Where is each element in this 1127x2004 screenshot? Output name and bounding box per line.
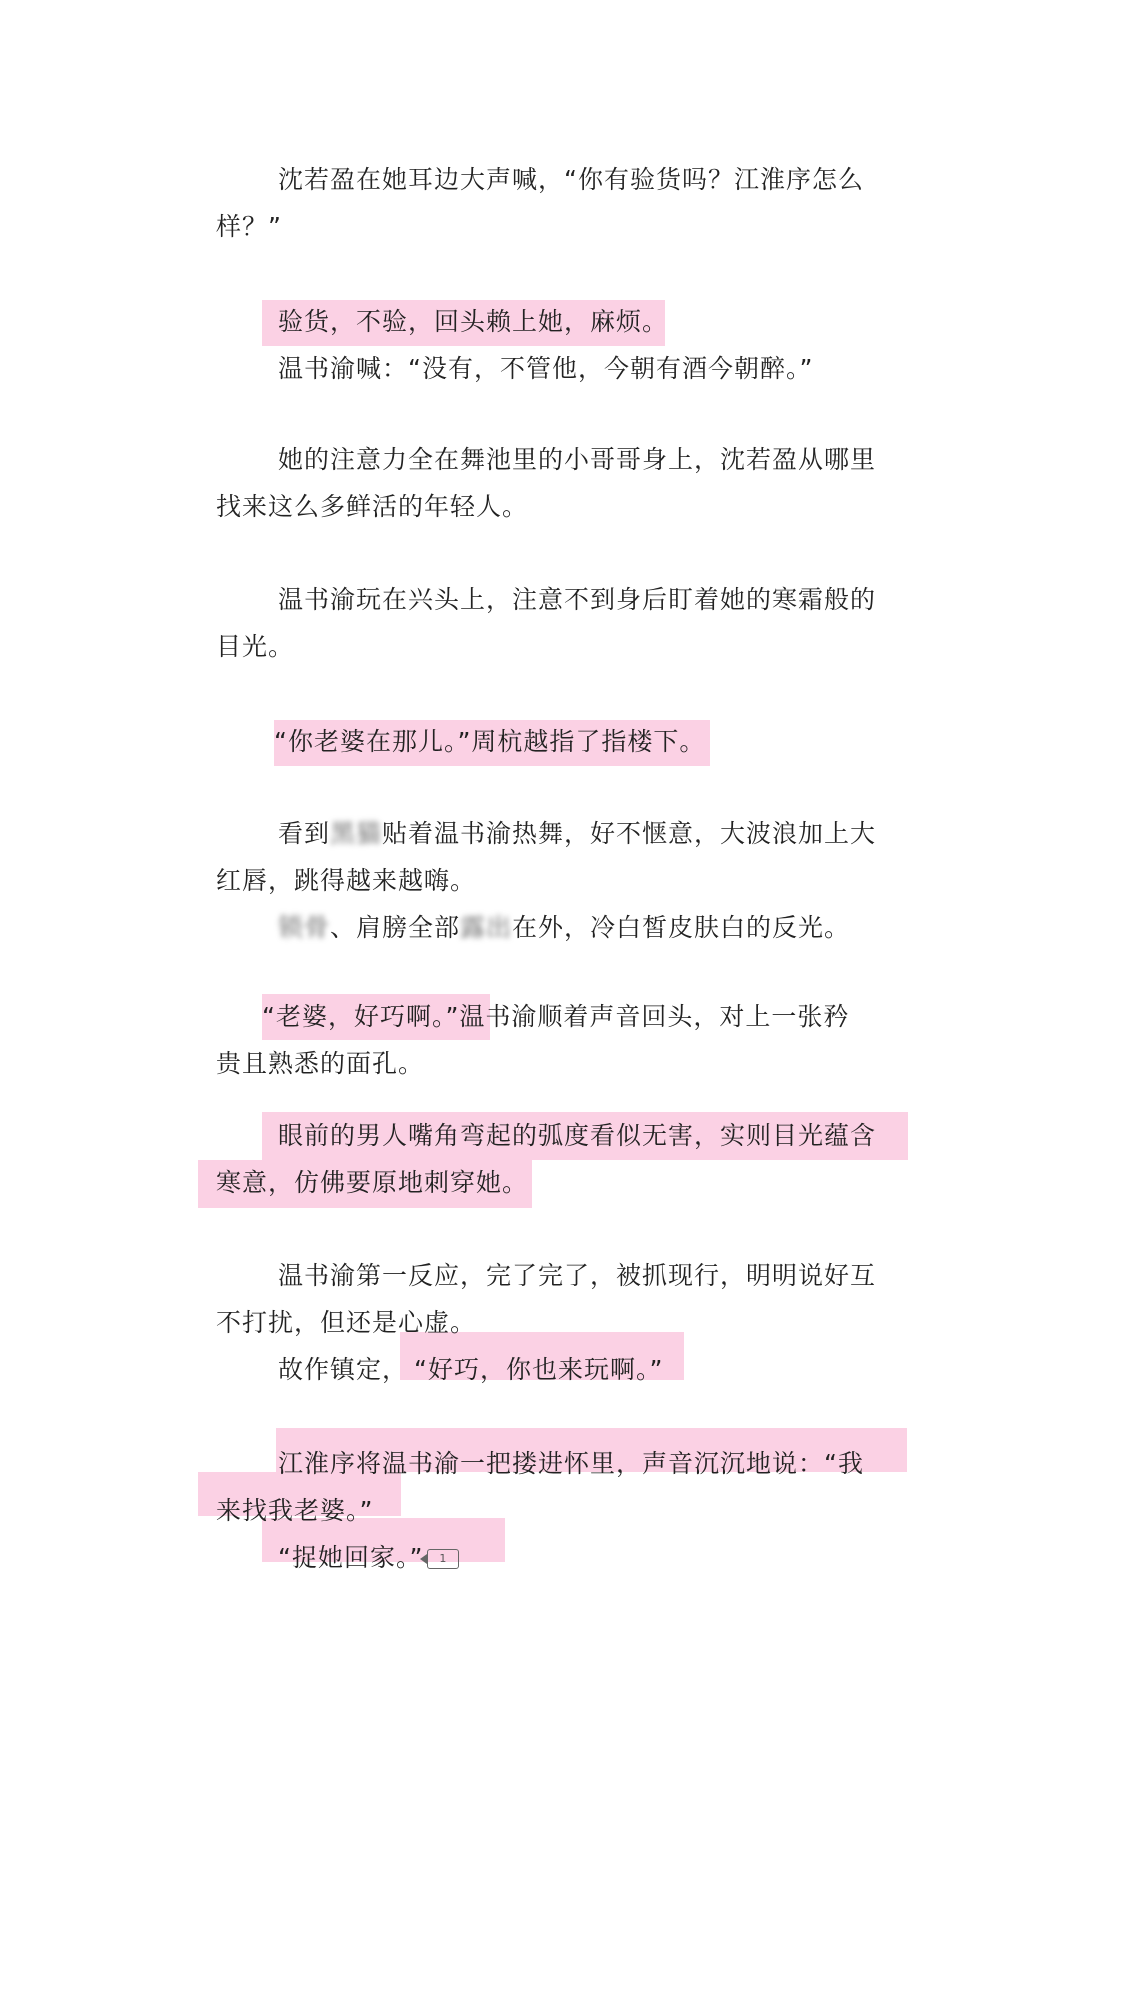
paragraph-line: 红唇，跳得越来越嗨。 (216, 866, 477, 895)
paragraph-line (262, 1001, 849, 1033)
paragraph-line: 温书渝玩在兴头上，注意不到身后盯着她的寒霜般的 (278, 585, 877, 614)
highlighted-segment: “好巧，你也来玩啊。” (414, 1355, 664, 1384)
paragraph-line: 目光。 (216, 632, 295, 661)
highlighted-line (278, 1542, 459, 1574)
note-comment-icon[interactable]: 1 (427, 1549, 459, 1569)
highlighted-line: 来找我老婆。” (216, 1496, 374, 1525)
highlighted-line: 江淮序将温书渝一把搂进怀里，声音沉沉地说：“我 (278, 1449, 864, 1478)
paragraph-line: 不打扰，但还是心虚。 (216, 1308, 477, 1337)
paragraph-line: 温书渝喊：“没有，不管他，今朝有酒今朝醉。” (278, 354, 814, 383)
text-segment: 贴着温书渝热舞，好不惬意，大波浪加上大 (382, 819, 877, 848)
text-segment: 在外，冷白皙皮肤白的反光。 (512, 913, 851, 942)
blurred-text: 锁骨 (278, 913, 331, 942)
paragraph-line: 她的注意力全在舞池里的小哥哥身上，沈若盈从哪里 (278, 445, 877, 474)
paragraph-line (278, 912, 850, 944)
text-segment: 、肩膀全部 (330, 913, 461, 942)
text-segment: 温书渝顺着声音回头，对上一张矜 (459, 1002, 850, 1031)
paragraph-line: 沈若盈在她耳边大声喊，“你有验货吗？江淮序怎么 (278, 165, 864, 194)
text-segment: 故作镇定， (278, 1355, 409, 1384)
paragraph-line: 贵且熟悉的面孔。 (216, 1049, 425, 1078)
blurred-text: 露出 (460, 913, 513, 942)
highlighted-segment: “老婆，好巧啊。” (262, 1002, 460, 1031)
highlighted-line: 眼前的男人嘴角弯起的弧度看似无害，实则目光蕴含 (278, 1121, 877, 1150)
paragraph-line (278, 1354, 663, 1386)
highlighted-line: 验货，不验，回头赖上她，麻烦。 (278, 307, 669, 336)
highlighted-line: “你老婆在那儿。”周杭越指了指楼下。 (274, 727, 706, 756)
highlighted-line: 寒意，仿佛要原地刺穿她。 (216, 1168, 529, 1197)
text-segment: “捉她回家。” (278, 1543, 424, 1572)
paragraph-line (278, 818, 876, 850)
blurred-text: 黑猫 (330, 819, 383, 848)
paragraph-line: 样？” (216, 212, 282, 241)
paragraph-line: 找来这么多鲜活的年轻人。 (216, 492, 529, 521)
text-segment: 看到 (278, 819, 331, 848)
paragraph-line: 温书渝第一反应，完了完了，被抓现行，明明说好互 (278, 1261, 877, 1290)
